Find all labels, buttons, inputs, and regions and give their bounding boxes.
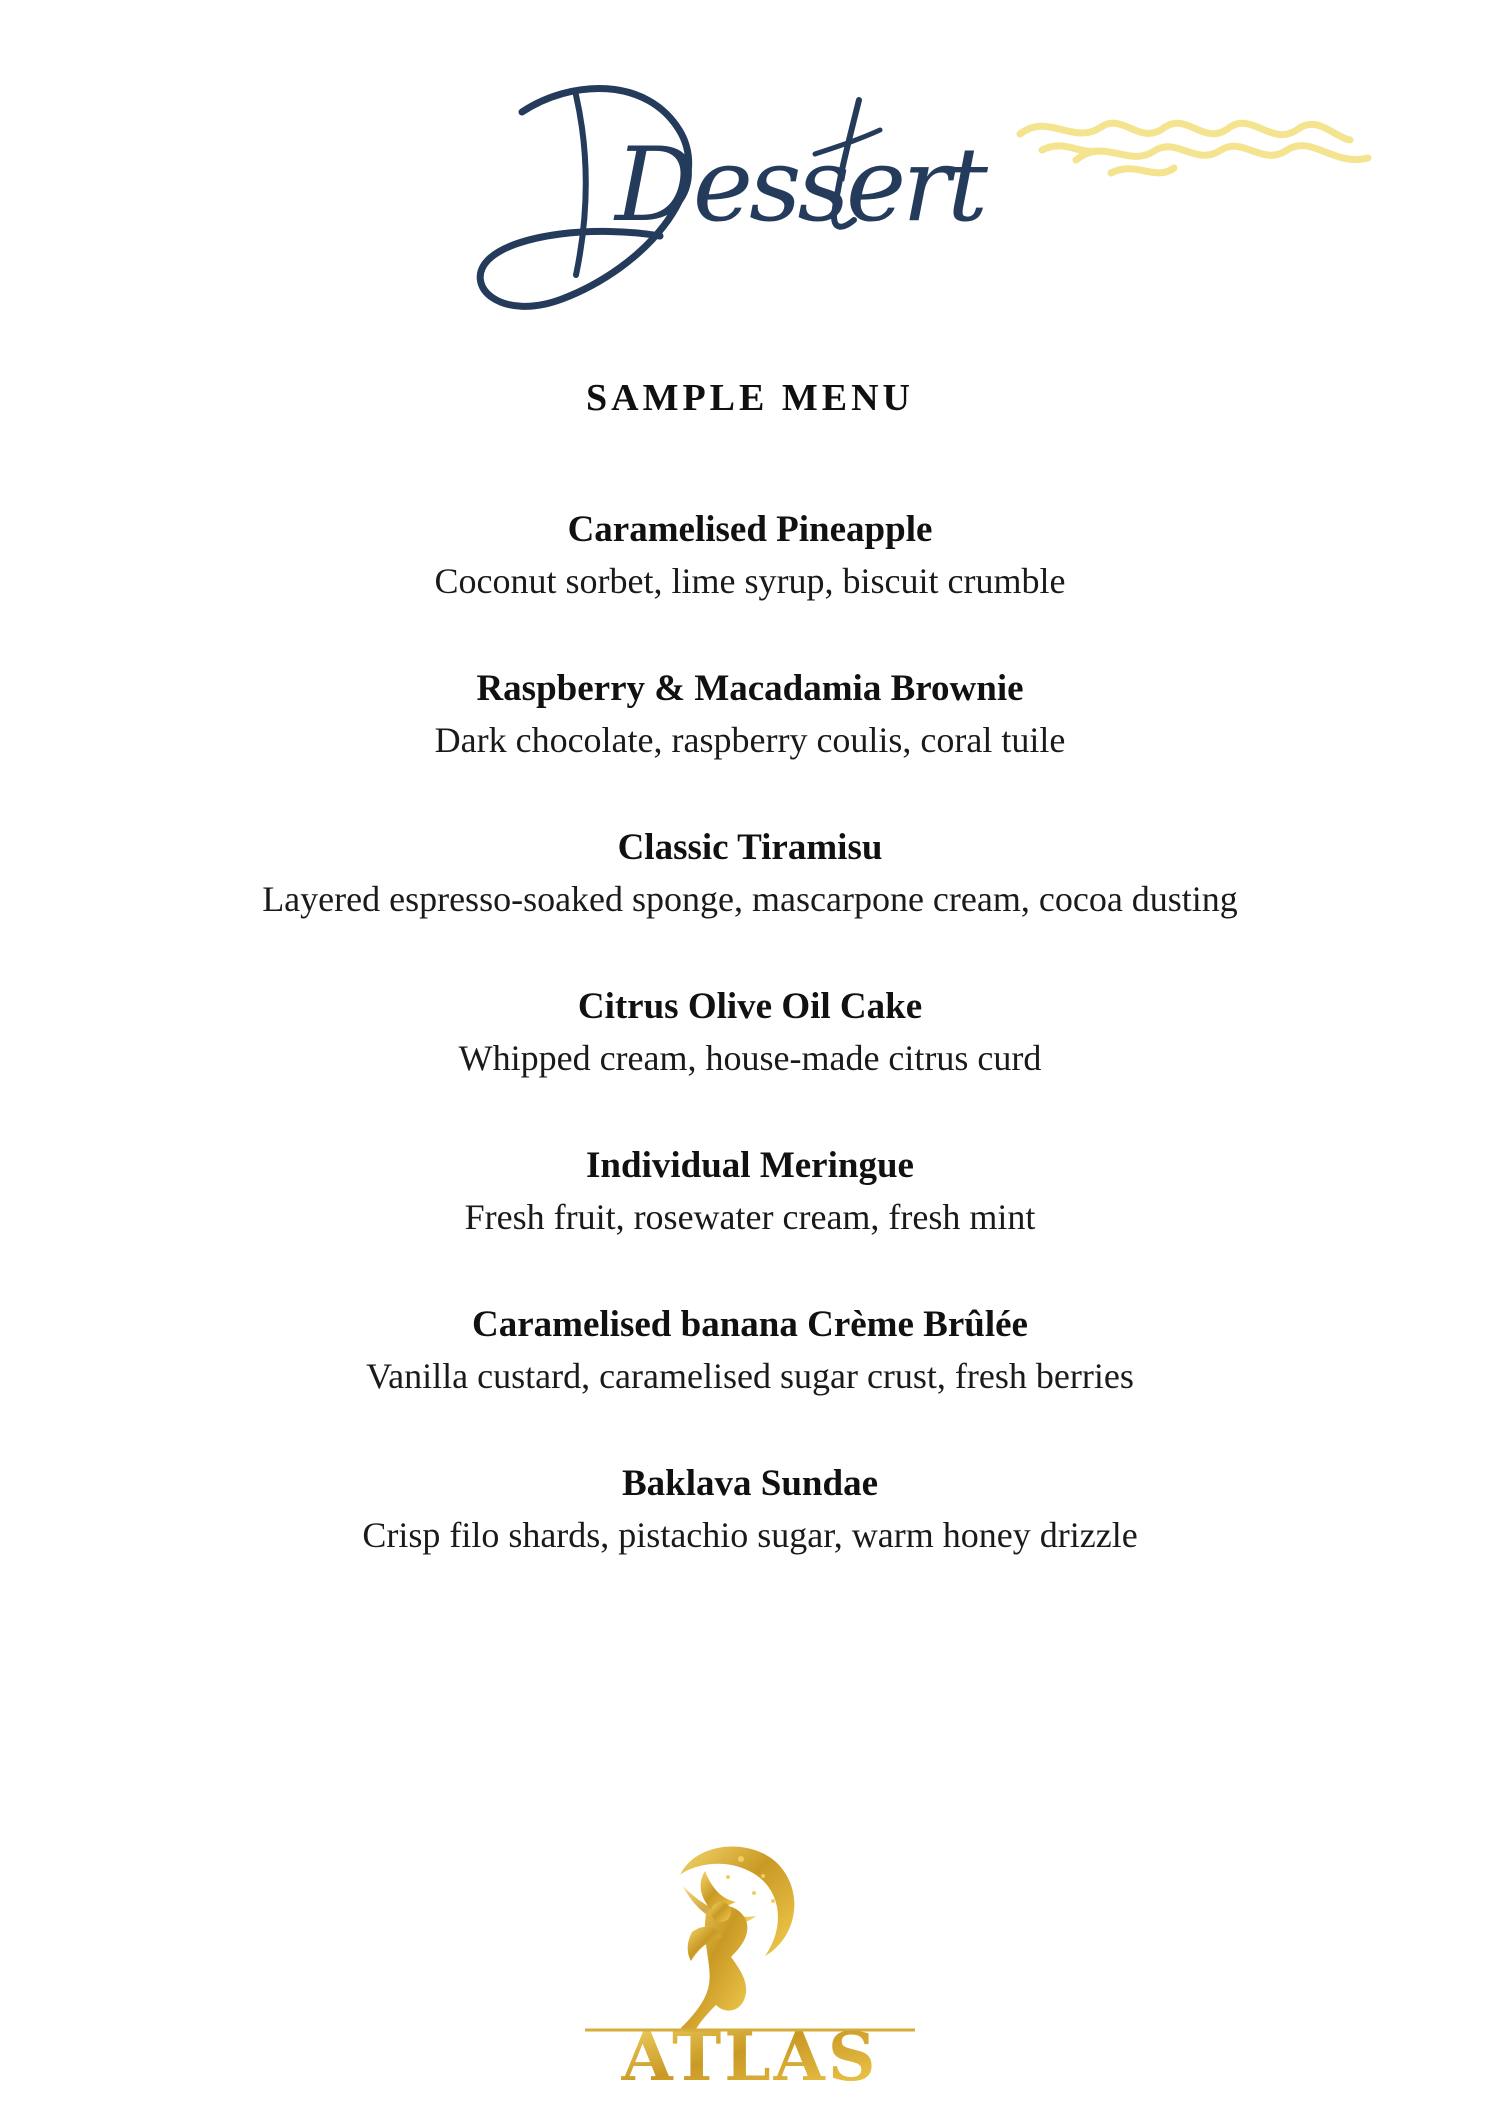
menu-header: [0, 0, 1500, 340]
dessert-script-title: [470, 70, 990, 330]
menu-item: [0, 1300, 1500, 1459]
menu-item-name: Individual Meringue: [586, 1145, 914, 1186]
menu-item: [0, 1141, 1500, 1300]
dessert-menu-list: [0, 505, 1500, 1618]
menu-item-name: Caramelised banana Crème Brûlée: [472, 1304, 1028, 1345]
menu-item-description: Layered espresso-soaked sponge, mascarpone cream, cocoa dusting: [262, 879, 1238, 919]
menu-item: [0, 1459, 1500, 1618]
menu-item: [0, 982, 1500, 1141]
wave-icon: [1012, 112, 1382, 192]
menu-item: [0, 505, 1500, 664]
atlas-logo-text: ATLAS: [621, 2018, 879, 2085]
menu-item-description: Vanilla custard, caramelised sugar crust, fresh berries: [366, 1356, 1134, 1396]
menu-item-description: Coconut sorbet, lime syrup, biscuit crumble: [434, 561, 1066, 601]
menu-item: [0, 664, 1500, 823]
menu-item-name: Raspberry & Macadamia Brownie: [476, 668, 1024, 709]
menu-item-description: Dark chocolate, raspberry coulis, coral tuile: [434, 720, 1066, 760]
menu-item-description: Fresh fruit, rosewater cream, fresh mint: [464, 1197, 1036, 1237]
atlas-figure-icon: [585, 1847, 915, 2030]
sample-menu-heading: SAMPLE MENU: [586, 377, 914, 419]
menu-item-name: Baklava Sundae: [621, 1463, 879, 1504]
menu-item-name: Citrus Olive Oil Cake: [577, 986, 923, 1027]
menu-item-description: Crisp filo shards, pistachio sugar, warm honey drizzle: [362, 1515, 1138, 1555]
menu-item-name: Classic Tiramisu: [617, 827, 883, 868]
dessert-script-text: Dessert: [615, 126, 984, 245]
atlas-logo: [585, 1840, 915, 2085]
menu-item: [0, 823, 1500, 982]
menu-item-description: Whipped cream, house-made citrus curd: [458, 1038, 1042, 1078]
menu-item-name: Caramelised Pineapple: [567, 509, 933, 550]
